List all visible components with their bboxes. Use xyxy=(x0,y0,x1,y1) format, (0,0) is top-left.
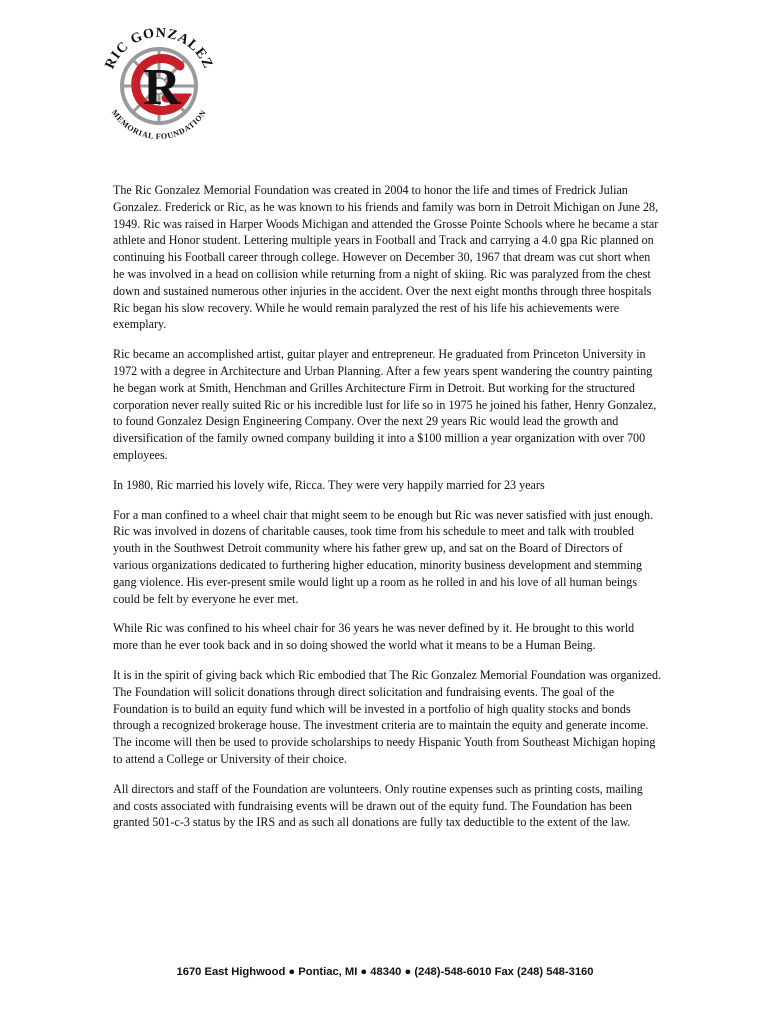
foundation-logo-graphic xyxy=(96,14,222,154)
letter-body xyxy=(113,182,661,844)
foundation-logo xyxy=(96,14,222,154)
paragraph-founding: The Ric Gonzalez Memorial Foundation was created in 2004 to honor the life and times of Fredrick Julian Gonzalez. Frederick or Ric, as he was known to his friends and family was born in Detroit Michigan on June 28, 1949. Ric was raised in Harper Woods Michigan and attended the Grosse Pointe Schools where he became a star athlete and Honor student. Lettering multiple years in Football and Track and carrying a 4.0 gpa Ric planned on continuing his Football career through college. However on December 30, 1967 that dream was cut short when he was involved in a head on collision while returning from a night of skiing. Ric was paralyzed from the chest down and sustained numerous other injuries in the accident. Over the next eight months through three hospitals Ric began his slow recovery. While he would remain paralyzed the rest of his life his achievements were exemplary. xyxy=(113,183,659,332)
paragraph-career: Ric became an accomplished artist, guitar player and entrepreneur. He graduated from Princeton University in 1972 with a degree in Architecture and Urban Planning. After a few years spent wandering the country painting he began work at Smith, Henchman and Grilles Architecture Firm in Detroit. But working for the structured corporation never really suited Ric or his incredible lust for life so in 1975 he joined his father, Henry Gonzalez, to found Gonzalez Design Engineering Company. Over the next 29 years Ric would lead the growth and diversification of the family owned company building it into a $100 million a year organization with over 700 employees. xyxy=(113,347,657,462)
paragraph-volunteers: All directors and staff of the Foundation are volunteers. Only routine expenses such as printing costs, mailing and costs associated with fundraising events will be drawn out of the equity fund. The Foundation has been granted 501-c-3 status by the IRS and as such all donations are fully tax deductible to the extent of the law. xyxy=(113,781,643,830)
logo-monogram: R xyxy=(143,59,181,116)
logo-top-text: RIC GONZALEZ xyxy=(102,25,216,72)
paragraph-marriage: In 1980, Ric married his lovely wife, Ricca. They were very happily married for 23 years xyxy=(113,477,545,492)
footer-address: 1670 East Highwood ● Pontiac, MI ● 48340 ● (248)-548-6010 Fax (248) 548-3160 xyxy=(176,966,594,978)
paragraph-charity: For a man confined to a wheel chair that might seem to be enough but Ric was never satisfied with just enough. Ric was involved in dozens of charitable causes, took time from his schedule to meet and talk with troubled youth in the Southwest Detroit community where his father grew up, and sat on the Board of Directors of various organizations dedicated to furthering higher education, minority business development and stemming gang violence. His ever-present smile would light up a room as he rolled in and his love of all human beings could be felt by everyone he ever met. xyxy=(113,507,654,606)
paragraph-legacy: While Ric was confined to his wheel chair for 36 years he was never defined by it. He brought to this world more than he ever took back and in so doing showed the world what it means to be a Human Being. xyxy=(113,621,635,653)
paragraph-mission: It is in the spirit of giving back which Ric embodied that The Ric Gonzalez Memorial Foundation was organized. The Foundation will solicit donations through direct solicitation and fundraising events. The goal of the Foundation is to build an equity fund which will be invested in a portfolio of high quality stocks and bonds through a recognized brokerage house. The investment criteria are to maintain the equity and generate income. The income will then be used to provide scholarships to needy Hispanic Youth from Southeast Michigan hoping to attend a College or University of their choice. xyxy=(113,667,662,766)
logo-bottom-text: MEMORIAL FOUNDATION xyxy=(109,108,209,142)
